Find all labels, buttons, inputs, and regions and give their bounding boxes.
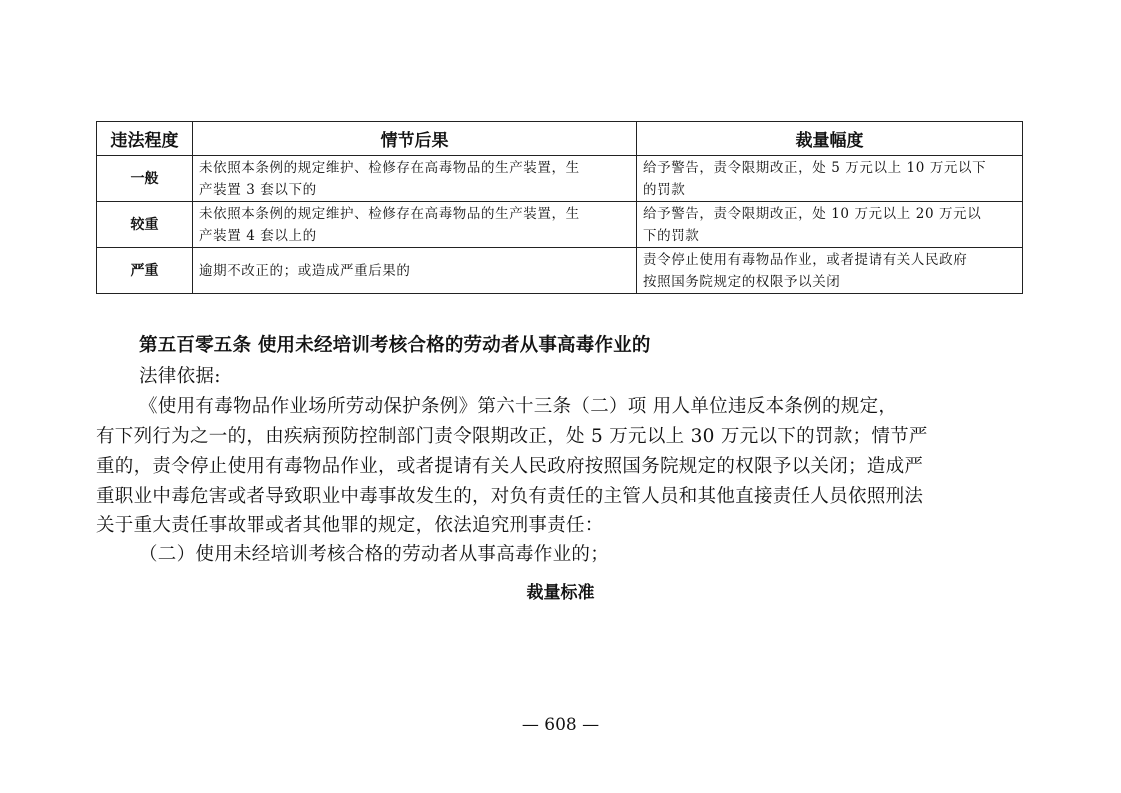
section-heading: 裁量标准 — [526, 583, 595, 603]
body-line: 《使用有毒物品作业场所劳动保护条例》第六十三条（二）项 用人单位违反本条例的规定， — [139, 396, 898, 417]
row-penalty: 责令停止使用有毒物品作业，或者提请有关人民政府 按照国务院规定的权限予以关闭 — [637, 248, 1023, 294]
row-penalty: 给予警告，责令限期改正，处 10 万元以上 20 万元以 下的罚款 — [637, 202, 1023, 248]
row-level: 一般 — [97, 156, 193, 202]
header-penalty-range: 裁量幅度 — [637, 122, 1023, 156]
table-header-row — [97, 122, 1023, 156]
row-consequence: 未依照本条例的规定维护、检修存在高毒物品的生产装置，生 产装置 4 套以上的 — [193, 202, 637, 248]
row-level: 较重 — [97, 202, 193, 248]
row-consequence: 逾期不改正的；或造成严重后果的 — [193, 248, 637, 294]
row-consequence: 未依照本条例的规定维护、检修存在高毒物品的生产装置，生 产装置 3 套以下的 — [193, 156, 637, 202]
body-line: 重职业中毒危害或者导致职业中毒事故发生的，对负有责任的主管人员和其他直接责任人员依照刑法 — [96, 486, 924, 507]
body-line: 关于重大责任事故罪或者其他罪的规定，依法追究刑事责任： — [96, 515, 604, 536]
table-row — [97, 156, 1023, 202]
article-title: 第五百零五条 使用未经培训考核合格的劳动者从事高毒作业的 — [139, 335, 651, 356]
clause-item: （二）使用未经培训考核合格的劳动者从事高毒作业的； — [139, 544, 610, 565]
legal-basis-label: 法律依据: — [139, 366, 221, 387]
penalty-table — [96, 121, 1023, 294]
body-line: 有下列行为之一的，由疾病预防控制部门责令限期改正，处 5 万元以上 30 万元以下的罚款；情节严 — [96, 426, 928, 447]
body-line: 重的，责令停止使用有毒物品作业，或者提请有关人民政府按照国务院规定的权限予以关闭；造成严 — [96, 456, 924, 477]
row-penalty: 给予警告，责令限期改正，处 5 万元以上 10 万元以下 的罚款 — [637, 156, 1023, 202]
row-level: 严重 — [97, 248, 193, 294]
table-row — [97, 202, 1023, 248]
header-violation-level: 违法程度 — [97, 122, 193, 156]
table-row — [97, 248, 1023, 294]
page-number: — 608 — — [521, 715, 600, 735]
header-consequence: 情节后果 — [193, 122, 637, 156]
